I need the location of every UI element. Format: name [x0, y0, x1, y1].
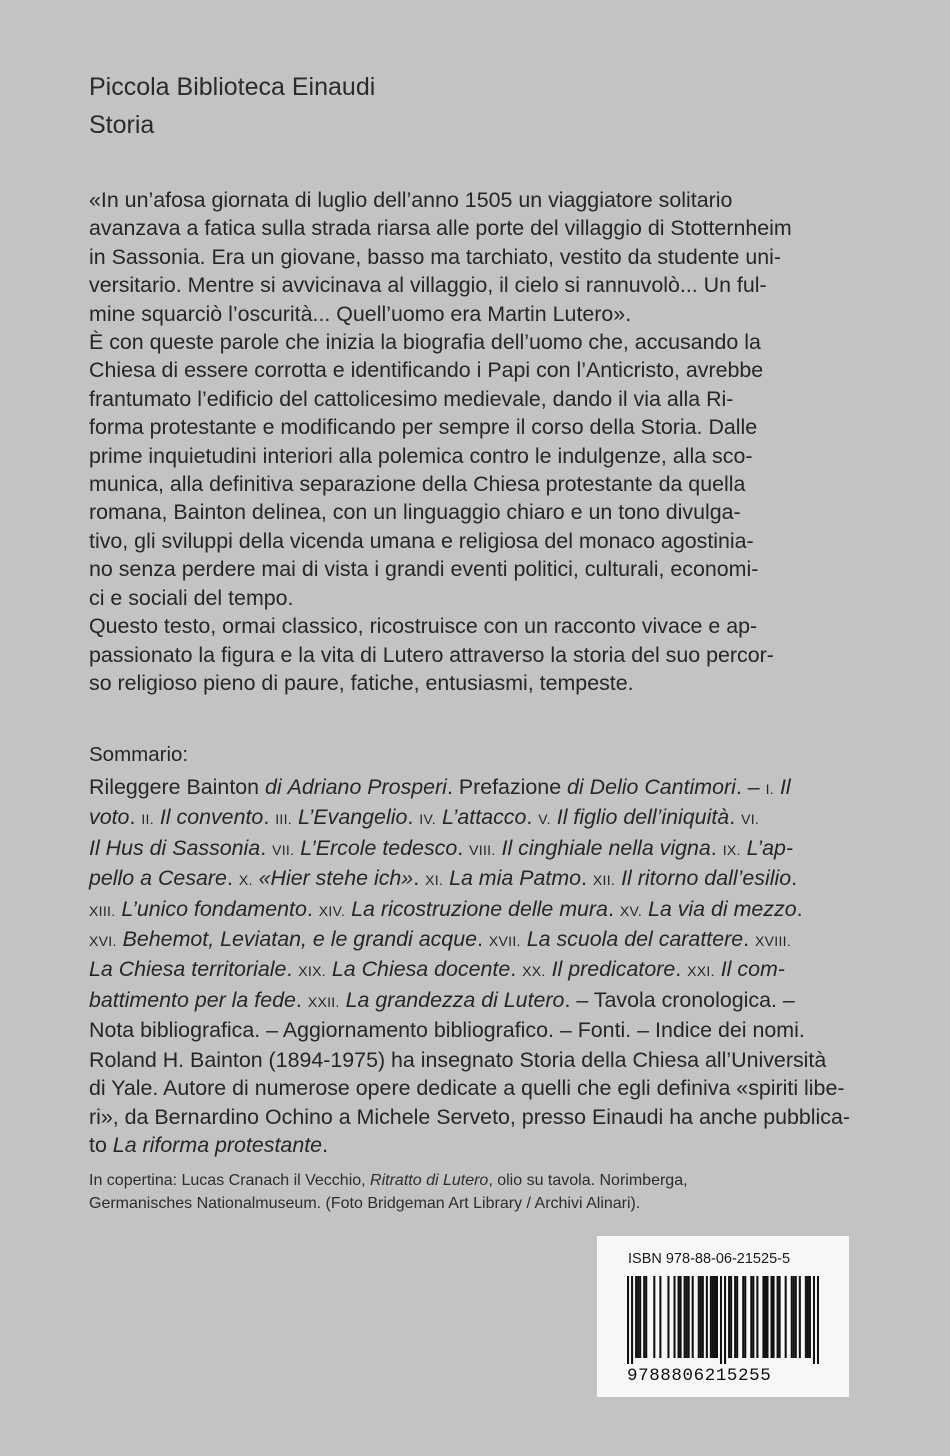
chapter-numeral: XXII.: [307, 993, 340, 1010]
italic-text: Delio Cantimori: [589, 775, 736, 799]
italic-text: Il ritorno dall’esilio: [621, 866, 792, 891]
text-run: to: [89, 1133, 113, 1158]
chapter-numeral: X.: [238, 872, 253, 889]
text-run: .: [226, 866, 239, 891]
text-run: In copertina: Lucas Cranach il Vecchio,: [89, 1172, 371, 1189]
italic-text: L’unico fondamento: [121, 896, 307, 921]
text-run: .: [286, 957, 299, 982]
text-run: .: [457, 835, 470, 860]
blurb-line: passionato la figura e la vita di Lutero attraverso la storia del suo percor-: [89, 642, 774, 667]
toc-line: [89, 803, 864, 833]
chapter-numeral: IV.: [419, 811, 436, 828]
italic-text: Il Hus di Sassonia: [89, 835, 261, 860]
barcode-bar: [700, 1276, 702, 1358]
credit-line: [89, 1169, 688, 1192]
italic-text: La grandezza di Lutero: [345, 987, 565, 1012]
barcode-bar: [724, 1276, 726, 1364]
text-run: .: [796, 896, 803, 921]
text-run: .: [510, 957, 523, 982]
italic-text: La ricostruzione delle mura: [351, 896, 608, 921]
toc-line: [89, 986, 864, 1016]
blurb-line: munica, alla definitiva separazione della Chiesa protestante da quella: [89, 472, 746, 497]
italic-text: Adriano Prosperi: [287, 775, 447, 799]
chapter-numeral: XX.: [522, 963, 546, 980]
text-run: .: [791, 866, 798, 891]
cover-credit: [89, 1169, 688, 1215]
chapter-numeral: VI.: [741, 811, 760, 828]
barcode-bar: [764, 1276, 766, 1358]
toc-line: [89, 895, 864, 925]
chapter-numeral: VII.: [272, 841, 295, 858]
barcode-bar: [702, 1276, 704, 1358]
series-header: [89, 68, 375, 144]
barcode-bars: [627, 1276, 819, 1364]
barcode-bar: [785, 1276, 787, 1358]
italic-text: di: [265, 775, 282, 799]
barcode-bar: [706, 1276, 708, 1358]
credit-line: [89, 1192, 688, 1215]
isbn-text: ISBN 978-88-06-21525-5: [628, 1251, 791, 1267]
barcode-bar: [692, 1276, 694, 1358]
barcode-bar: [734, 1276, 736, 1358]
bio-line: [89, 1131, 864, 1159]
chapter-numeral: VIII.: [469, 841, 496, 858]
text-run: Germanisches Nationalmuseum. (Foto Bridgeman Art Library / Archivi Alinari).: [89, 1195, 641, 1212]
italic-text: L’ap-: [746, 835, 794, 860]
italic-text: Il figlio dell’iniquità: [556, 805, 730, 830]
barcode-bar: [688, 1276, 690, 1358]
blurb-line: forma protestante e modificando per sempre il corso della Storia. Dalle: [89, 415, 758, 440]
chapter-numeral: XIX.: [298, 963, 326, 980]
text-run: .: [477, 927, 489, 952]
blurb-line: frantumato l’edificio del cattolicesimo medievale, dando il via alla Ri-: [89, 386, 734, 411]
chapter-numeral: XVIII.: [755, 933, 792, 950]
barcode-bar: [716, 1276, 718, 1358]
text-run: .: [407, 805, 420, 830]
blurb-line: avanzava a fatica sulla strada riarsa alle porte del villaggio di Stotternheim: [89, 216, 792, 241]
text-run: .: [306, 896, 319, 921]
chapter-numeral: XIII.: [89, 902, 116, 919]
barcode-bar: [698, 1276, 700, 1358]
bio-line: [89, 1103, 864, 1131]
barcode-bar: [795, 1276, 797, 1358]
blurb-line: Questo testo, ormai classico, ricostruisce con un racconto vivace e ap-: [89, 614, 758, 639]
barcode-bar: [809, 1276, 811, 1358]
chapter-numeral: XVII.: [488, 933, 521, 950]
barcode-bar: [639, 1276, 641, 1358]
barcode-bar: [643, 1276, 645, 1358]
barcode-bar: [750, 1276, 752, 1358]
chapter-numeral: XV.: [619, 902, 643, 919]
barcode-bar: [799, 1276, 801, 1358]
blurb-line: Chiesa di essere corrotta e identificando i Papi con l’Anticristo, avrebbe: [89, 358, 764, 383]
barcode-bar: [714, 1276, 716, 1358]
italic-text: Il: [779, 775, 791, 799]
italic-text: L’attacco: [441, 805, 527, 830]
barcode-bar: [659, 1276, 661, 1358]
italic-text: Behemot, Leviatan, e le grandi acque: [122, 927, 477, 952]
blurb-line: romana, Bainton delinea, con un linguaggio chiaro e un tono divulga-: [89, 500, 741, 525]
text-run: Rileggere Bainton: [89, 775, 265, 799]
barcode-bar: [807, 1276, 809, 1358]
italic-text: pello a Cesare: [89, 866, 227, 891]
blurb-line: so religioso pieno di paure, fatiche, entusiasmi, tempeste.: [89, 670, 634, 695]
text-run: .: [729, 805, 742, 830]
italic-text: La scuola del carattere: [526, 927, 744, 952]
italic-text: La Chiesa docente: [331, 957, 511, 982]
italic-text: La mia Patmo: [449, 866, 582, 891]
barcode-bar: [756, 1276, 758, 1358]
barcode-bar: [762, 1276, 764, 1358]
barcode-bar: [728, 1276, 730, 1358]
text-run: Nota bibliografica. – Aggiornamento bibliografico. – Fonti. – Indice dei nomi.: [89, 1018, 805, 1043]
barcode-bar: [793, 1276, 795, 1358]
text-run: .: [263, 805, 276, 830]
italic-text: La Chiesa territoriale: [89, 957, 287, 982]
blurb-line: «In un’afosa giornata di luglio dell’anno 1505 un viaggiatore solitario: [89, 188, 733, 212]
toc-line: [89, 834, 864, 864]
blurb-text: [89, 186, 864, 697]
chapter-numeral: XVI.: [89, 933, 117, 950]
italic-text: battimento per la fede: [89, 987, 296, 1012]
table-of-contents: [89, 773, 864, 1045]
barcode-bar: [627, 1276, 629, 1364]
blurb-line: ci e sociali del tempo.: [89, 585, 294, 610]
italic-text: Il predicatore: [551, 957, 676, 982]
blurb-line: no senza perdere mai di vista i grandi eventi politici, culturali, economi-: [89, 557, 759, 582]
barcode-bar: [635, 1276, 637, 1358]
italic-text: «Hier stehe ich»: [258, 866, 414, 891]
italic-text: Il com-: [720, 957, 785, 982]
italic-text: La via di mezzo: [647, 896, 797, 921]
barcode-bar: [813, 1276, 815, 1364]
chapter-numeral: I.: [765, 781, 774, 797]
italic-text: Il convento: [159, 805, 264, 830]
barcode-bar: [766, 1276, 768, 1358]
barcode-bar: [710, 1276, 712, 1358]
blurb-line: in Sassonia. Era un giovane, basso ma tarchiato, vestito da studente uni-: [89, 244, 782, 269]
text-run: .: [743, 927, 756, 952]
barcode-bar: [673, 1276, 675, 1358]
toc-line: [89, 955, 864, 985]
text-run: .: [322, 1133, 329, 1158]
toc-line: [89, 925, 864, 955]
barcode-bar: [712, 1276, 714, 1358]
italic-text: Ritratto di Lutero: [370, 1172, 489, 1189]
bio-line: [89, 1074, 864, 1102]
text-run: .: [295, 987, 308, 1012]
italic-text: Il cinghiale nella vigna: [501, 835, 711, 860]
chapter-numeral: IX.: [722, 841, 741, 858]
italic-text: L’Evangelio: [297, 805, 408, 830]
series-subtitle: Storia: [89, 111, 155, 139]
chapter-numeral: XII.: [592, 872, 616, 889]
barcode-bar: [667, 1276, 669, 1358]
author-bio: [89, 1046, 864, 1160]
chapter-numeral: III.: [275, 811, 292, 828]
italic-text: di: [567, 775, 584, 799]
text-run: ri», da Bernardino Ochino a Michele Serveto, presso Einaudi ha anche pubblica-: [89, 1104, 851, 1129]
barcode-bar: [791, 1276, 793, 1358]
barcode-bar: [773, 1276, 775, 1358]
barcode-bar: [742, 1276, 744, 1358]
sommario-heading: Sommario:: [89, 743, 189, 766]
barcode-bar: [686, 1276, 688, 1358]
barcode-bar: [777, 1276, 779, 1358]
blurb-line: versitario. Mentre si avvicinava al villaggio, il cielo si rannuvolò... Un ful-: [89, 273, 767, 298]
barcode-bar: [631, 1276, 633, 1364]
text-run: .: [710, 835, 723, 860]
barcode-bar: [720, 1276, 722, 1364]
series-title: Piccola Biblioteca Einaudi: [89, 73, 376, 101]
barcode-bar: [645, 1276, 647, 1358]
chapter-numeral: XXI.: [687, 963, 715, 980]
text-run: .: [129, 805, 142, 830]
text-run: . Prefazione: [446, 775, 568, 799]
barcode-label: [597, 1236, 849, 1397]
blurb-line: prime inquietudini interiori alla polemica contro le indulgenze, alla sco-: [89, 443, 753, 468]
barcode-bar: [680, 1276, 682, 1358]
text-run: .: [526, 805, 539, 830]
barcode-bar: [805, 1276, 807, 1358]
text-run: di Yale. Autore di numerose opere dedicate a quelli che egli definiva «spiriti libe-: [89, 1076, 845, 1101]
barcode-bar: [770, 1276, 772, 1358]
barcode-bar: [736, 1276, 738, 1358]
italic-text: La riforma protestante: [112, 1133, 323, 1158]
barcode-bar: [744, 1276, 746, 1358]
text-run: , olio su tavola. Norimberga,: [488, 1172, 688, 1189]
text-run: .: [607, 896, 620, 921]
text-run: .: [413, 866, 426, 891]
barcode-bar: [817, 1276, 819, 1364]
barcode-bar: [637, 1276, 639, 1358]
toc-line: [89, 773, 864, 803]
barcode-bar: [730, 1276, 732, 1358]
chapter-numeral: XIV.: [318, 902, 346, 919]
italic-text: L’Ercole tedesco: [300, 835, 458, 860]
text-run: Roland H. Bainton (1894-1975) ha insegnato Storia della Chiesa all’Università: [89, 1048, 827, 1072]
text-run: . –: [735, 775, 766, 799]
barcode-bar: [678, 1276, 680, 1358]
blurb-line: tivo, gli sviluppi della vicenda umana e religiosa del monaco agostinia-: [89, 528, 754, 553]
text-run: . – Tavola cronologica. –: [564, 987, 795, 1012]
chapter-numeral: V.: [538, 811, 551, 828]
barcode-bar: [653, 1276, 655, 1358]
bio-line: [89, 1046, 864, 1074]
chapter-numeral: II.: [141, 811, 154, 828]
barcode-bar: [779, 1276, 781, 1358]
blurb-line: mine squarciò l’oscurità... Quell’uomo era Martin Lutero».: [89, 301, 632, 326]
text-run: .: [581, 866, 593, 891]
blurb-line: È con queste parole che inizia la biografia dell’uomo che, accusando la: [89, 330, 761, 355]
toc-line: [89, 864, 864, 894]
toc-line: [89, 1016, 864, 1044]
text-run: .: [260, 835, 273, 860]
barcode-bar: [752, 1276, 754, 1358]
chapter-numeral: XI.: [425, 872, 444, 889]
ean-digits: 9788806215255: [627, 1366, 772, 1386]
barcode-bar: [684, 1276, 686, 1358]
italic-text: voto: [89, 805, 130, 830]
text-run: .: [675, 957, 688, 982]
